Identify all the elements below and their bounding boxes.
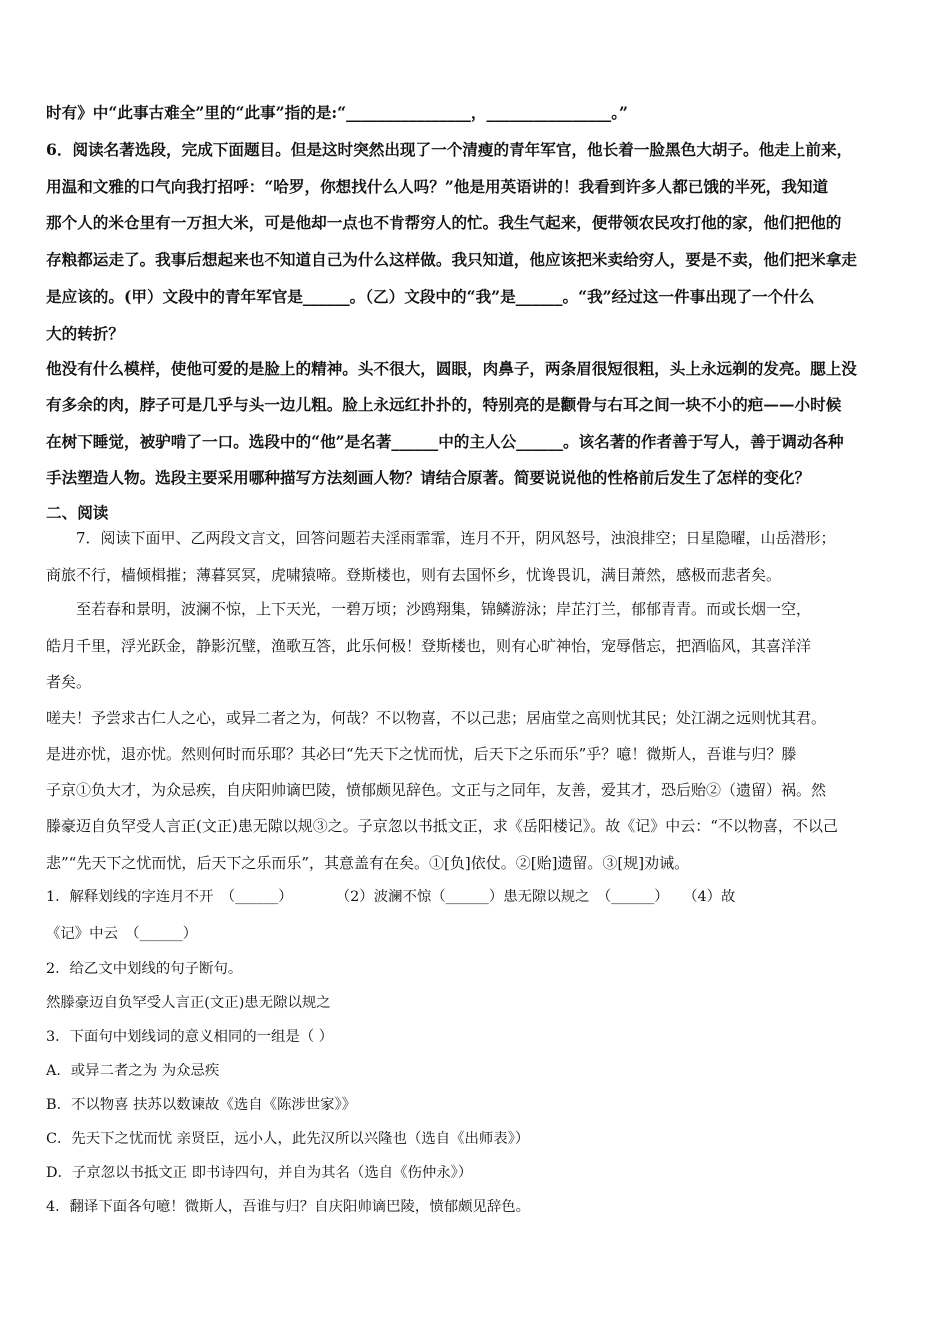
option-c: C．先天下之忧而忧 亲贤臣，远小人，此先汉所以兴隆也（选自《出师表》） <box>46 1131 530 1147</box>
text-line: 《记》中云 （______） <box>46 926 198 942</box>
text-line: 时有》中“此事古难全”里的“此事”指的是:“________________，________________。” <box>46 103 628 122</box>
text-line: 有多余的肉，脖子可是几乎与头一边儿粗。脸上永远红扑扑的，特别亮的是颧骨与右耳之间一块不小的疤——小时候 <box>46 395 842 414</box>
text-line: 大的转折？ <box>46 324 124 343</box>
text-line: 用温和文雅的口气向我打招呼：“哈罗，你想找什么人吗？”他是用英语讲的！我看到许多人都已饿的半死，我知道 <box>46 177 829 196</box>
text-line: 至若春和景明，波澜不惊，上下天光，一碧万顷；沙鸥翔集，锦鳞游泳；岸芷汀兰，郁郁青青。而或长烟一空， <box>76 600 812 618</box>
text-line: 然滕豪迈自负罕受人言正(文正)患无隙以规之 <box>46 995 331 1011</box>
text-line: 悲”“先天下之忧而忧，后天下之乐而乐”，其意盖有在矣。①[负]依仗。②[贻]遗留。③[规]劝诫。 <box>46 854 690 872</box>
sub-question-2: 2．给乙文中划线的句子断句。 <box>46 961 243 977</box>
sub-question-3: 3．下面句中划线词的意义相同的一组是（ ） <box>46 1029 334 1045</box>
text-line: 嗟夫！予尝求古仁人之心，或异二者之为，何哉？不以物喜，不以己悲；居庙堂之高则忧其民；处江湖之远则忧其君。 <box>46 709 827 727</box>
text-line: 滕豪迈自负罕受人言正(文正)患无隙以规③之。子京忽以书抵文正，求《岳阳楼记》。故《记》中云：“不以物喜，不以己 <box>46 817 838 835</box>
text-line: 存粮都运走了。我事后想起来也不知道自己为什么这样做。我只知道，他应该把米卖给穷人，要是不卖，他们把米拿走 <box>46 250 857 269</box>
sub-question-4: 4．翻译下面各句噫！微斯人，吾谁与归？自庆阳帅谪巴陵，愤郁颇见辞色。 <box>46 1199 531 1215</box>
text-line: 是进亦忧，退亦忧。然则何时而乐耶？其必曰“先天下之忧而忧，后天下之乐而乐”乎？噫！微斯人，吾谁与归？滕 <box>46 745 797 763</box>
text-line: 子京①负大才，为众忌疾，自庆阳帅谪巴陵，愤郁颇见辞色。文正与之同年，友善，爱其才，恐后贻②（遗留）祸。然 <box>46 781 827 799</box>
sub-question-1: 1．解释划线的字连月不开 （______） （2）波澜不惊（______）患无隙以规之 （______） （4）故 <box>46 889 736 905</box>
option-d: D．子京忽以书抵文正 即书诗四句，并自为其名（选自《伤仲永》） <box>46 1165 473 1181</box>
text-line: 商旅不行，樯倾楫摧；薄暮冥冥，虎啸猿啼。登斯楼也，则有去国怀乡，忧谗畏讥，满目萧然，感极而悲者矣。 <box>46 566 782 584</box>
question-6-line: 6．阅读名著选段，完成下面题目。但是这时突然出现了一个清瘦的青年军官，他长着一脸黑色大胡子。他走上前来， <box>46 140 853 159</box>
text-line: 手法塑造人物。选段主要采用哪种描写方法刻画人物？请结合原著。简要说说他的性格前后发生了怎样的变化？ <box>46 468 811 487</box>
section-heading-reading: 二、阅读 <box>46 503 109 522</box>
text-line: 他没有什么模样，使他可爱的是脸上的精神。头不很大，圆眼，肉鼻子，两条眉很短很粗，头上永远剃的发亮。腮上没 <box>46 359 857 378</box>
text-line: 是应该的。(甲）文段中的青年军官是______。（乙）文段中的“我”是______。“我”经过这一件事出现了一个什么 <box>46 287 815 306</box>
question-7-line: 7．阅读下面甲、乙两段文言文，回答问题若夫淫雨霏霏，连月不开，阴风怒号，浊浪排空；日星隐曜，山岳潜形； <box>76 529 836 547</box>
text-line: 那个人的米仓里有一万担大米，可是他却一点也不肯帮穷人的忙。我生气起来，便带领农民攻打他的家，他们把他的 <box>46 213 842 232</box>
text-line: 皓月千里，浮光跃金，静影沉璧，渔歌互答，此乐何极！登斯楼也，则有心旷神怡，宠辱偕忘，把酒临风，其喜洋洋 <box>46 637 812 655</box>
option-b: B．不以物喜 扶苏以数谏故《选自《陈涉世家》》 <box>46 1097 357 1113</box>
text-line: 在树下睡觉，被驴啃了一口。选段中的“他”是名著______中的主人公______。该名著的作者善于写人，善于调动各种 <box>46 432 844 451</box>
text-line: 者矣。 <box>46 673 92 691</box>
option-a: A．或异二者之为 为众忌疾 <box>46 1063 220 1079</box>
